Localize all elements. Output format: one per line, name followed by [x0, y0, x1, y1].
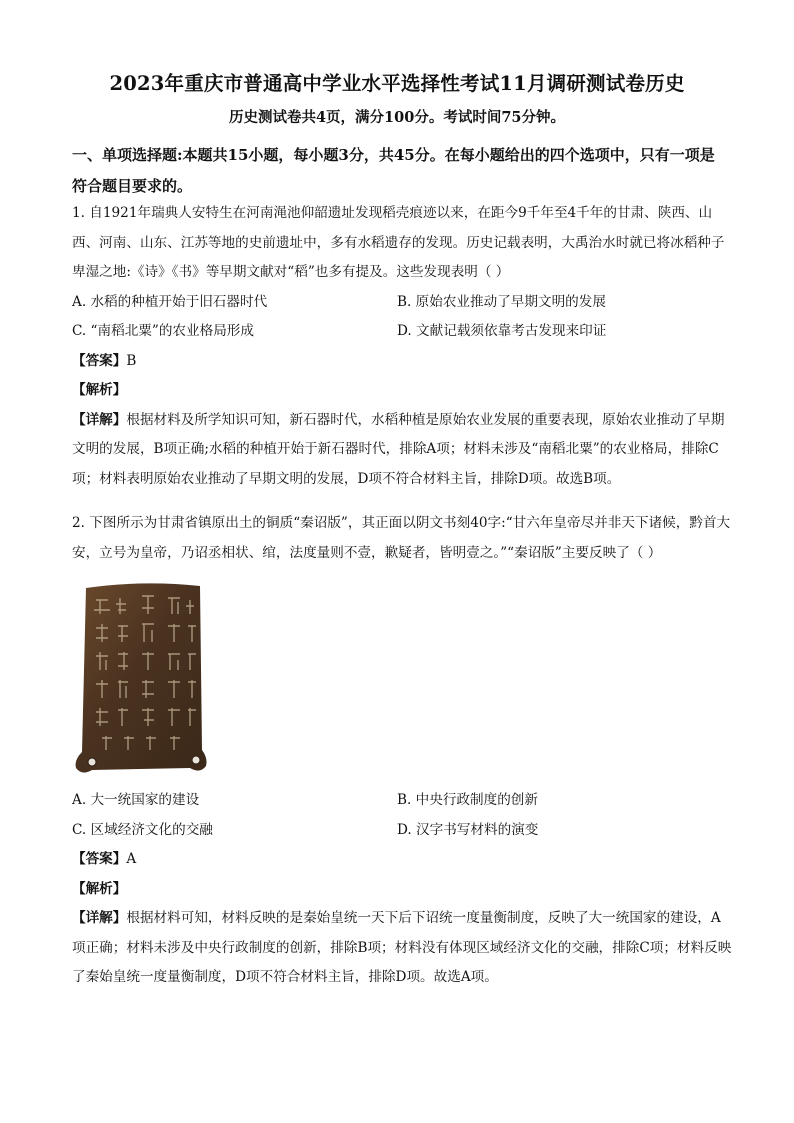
page-title: 2023年重庆市普通高中学业水平选择性考试11月调研测试卷历史 — [109, 72, 685, 95]
question-2-analysis-tag: 【解析】 — [72, 880, 127, 897]
detail-tag: 【详解】 — [72, 910, 127, 926]
detail-tag: 【详解】 — [72, 411, 127, 428]
detail-text: 根据材料及所学知识可知，新石器时代，水稻种植是原始农业发展的重要表现，原始农业推动了早期文明的发展，B项正确;水稻的种植开始于新石器时代，排除A项；材料未涉及“南稻北粟”的农业格局，排除C项；材料表明原始农业推动了早期文明的发展，D项不符合材料主旨，排除D项。故选B项。 — [72, 411, 725, 487]
question-1-option-a: A. 水稻的种植开始于旧石器时代 — [72, 293, 268, 310]
question-1-option-d: D. 文献记载须依靠考古发现来印证 — [397, 323, 607, 339]
answer-value: A — [126, 851, 137, 867]
page-subtitle: 历史测试卷共4页，满分100分。考试时间75分钟。 — [228, 109, 566, 126]
question-1-stem: 1. 自1921年瑞典人安特生在河南渑池仰韶遗址发现稻壳痕迹以来，在距今9千年至4千年的甘肃、陕西、山西、河南、山东、江苏等地的史前遗址中，多有水稻遗存的发现。历史记载表明，大禹治水时就已将冰稻种子卑湿之地:《诗》《书》等早期文献对“稻”也多有提及。这些发现表明（ ） — [72, 205, 725, 280]
question-2-option-d: D. 汉字书写材料的演变 — [397, 821, 539, 838]
question-1-analysis-tag: 【解析】 — [72, 382, 127, 398]
question-2-option-c: C. 区域经济文化的交融 — [72, 821, 213, 838]
question-1-options — [72, 288, 732, 347]
section-heading: 一、单项选择题:本题共15小题，每小题3分，共45分。在每小题给出的四个选项中，只有一项是符合题目要求的。 — [72, 146, 715, 195]
question-2-stem: 2. 下图所示为甘肃省镇原出土的铜质“秦诏版”，其正面以阴文书刻40字:“甘六年皇帝尽并非天下诸候，黔首大安，立号为皇帝，乃诏丞相状、绾，法度量则不壹，歉疑者，皆明壹之。”“秦诏版”主要反映了（ ） — [72, 515, 731, 561]
question-2-detail — [72, 904, 732, 993]
answer-tag: 【答案】 — [72, 851, 127, 867]
question-1-option-c: C. “南稻北粟”的农业格局形成 — [72, 323, 254, 339]
bronze-edict-plate-figure — [72, 580, 732, 780]
answer-value: B — [126, 352, 137, 369]
question-2-option-a: A. 大一统国家的建设 — [72, 792, 200, 808]
question-1-option-b: B. 原始农业推动了早期文明的发展 — [397, 293, 606, 310]
question-1 — [72, 199, 732, 494]
question-2-answer — [72, 845, 732, 875]
question-2 — [72, 509, 732, 993]
question-2-option-b: B. 中央行政制度的创新 — [397, 792, 538, 808]
question-2-options — [72, 786, 732, 845]
question-1-answer — [72, 347, 732, 377]
detail-text: 根据材料可知，材料反映的是秦始皇统一天下后下诏统一度量衡制度，反映了大一统国家的建设，A项正确；材料未涉及中央行政制度的创新，排除B项；材料没有体现区域经济文化的交融，排除C项；材料反映了秦始皇统一度量衡制度，D项不符合材料主旨，排除D项。故选A项。 — [72, 910, 732, 985]
bronze-edict-plate-icon — [72, 580, 212, 780]
answer-tag: 【答案】 — [72, 352, 127, 369]
question-1-detail — [72, 406, 732, 495]
